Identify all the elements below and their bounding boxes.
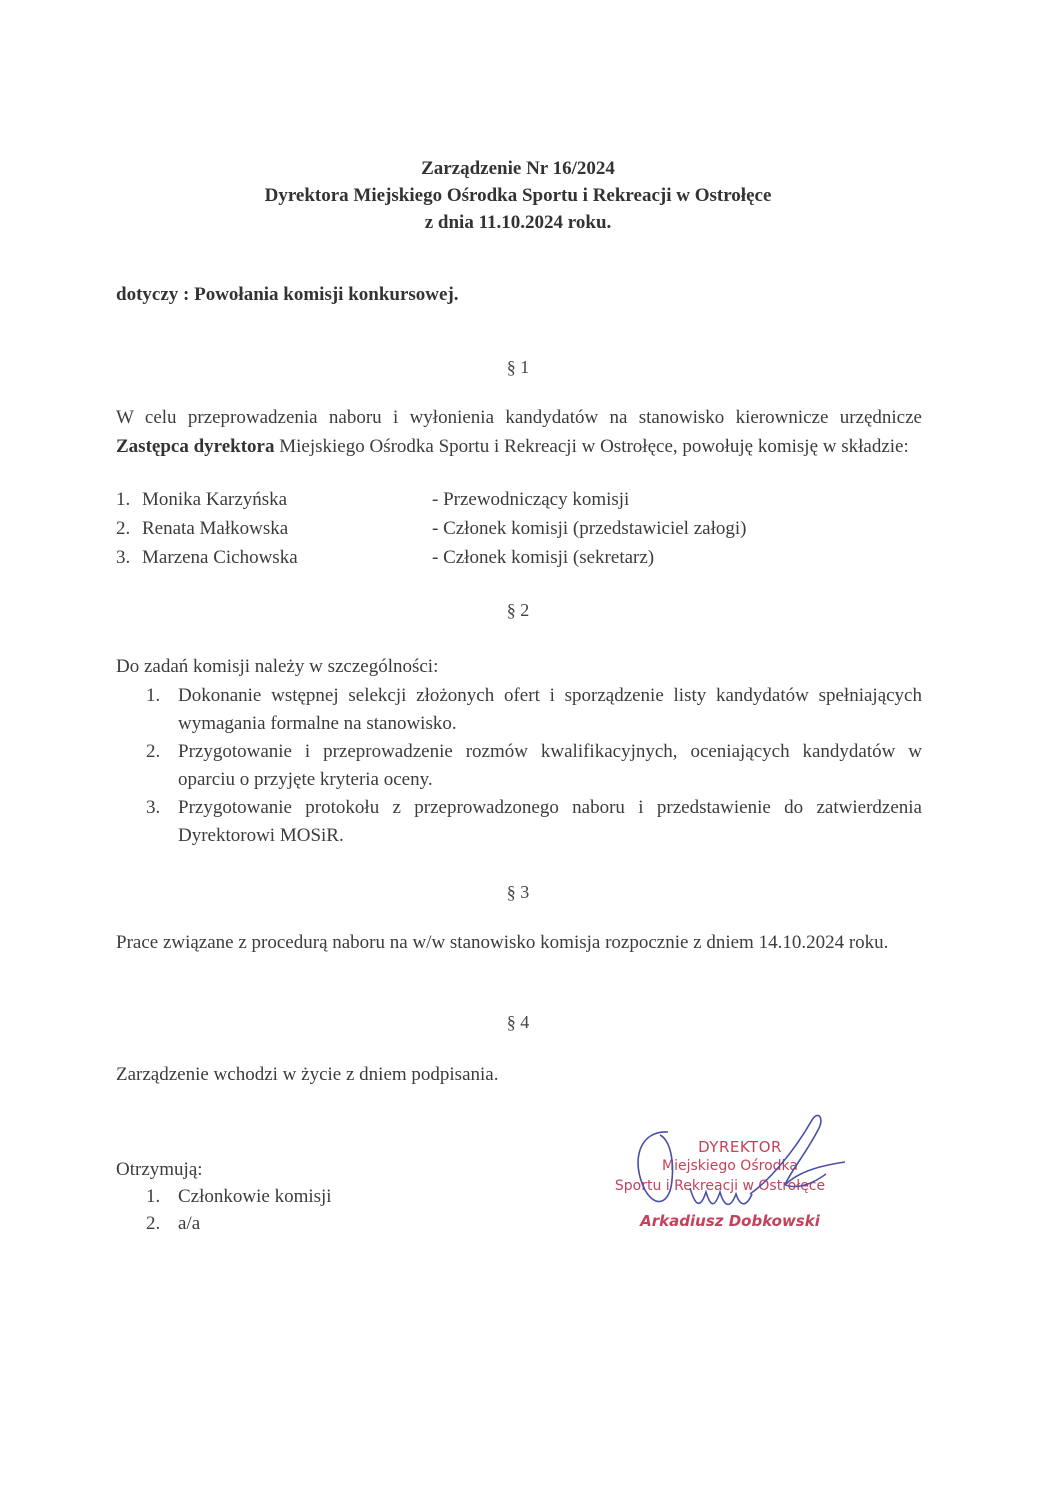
section-3-heading: § 3	[506, 882, 530, 902]
committee-tasks-list	[116, 682, 922, 850]
recipient-item	[116, 1183, 332, 1210]
member-number: 2.	[116, 518, 131, 539]
header-title: Zarządzenie Nr 16/2024	[421, 158, 615, 179]
section-1-position-name: Zastępca dyrektora	[116, 436, 275, 457]
section-1-intro-end: Miejskiego Ośrodka Sportu i Rekreacji w Ostrołęce, powołuję komisję w składzie:	[274, 436, 909, 457]
section-4-text: Zarządzenie wchodzi w życie z dniem podpisania.	[116, 1064, 499, 1085]
section-2-intro: Do zadań komisji należy w szczególności:	[116, 656, 439, 677]
header-issuer: Dyrektora Miejskiego Ośrodka Sportu i Rekreacji w Ostrołęce	[264, 185, 772, 206]
subject-line: dotyczy : Powołania komisji konkursowej.	[116, 284, 459, 305]
recipients-label: Otrzymują:	[116, 1159, 203, 1180]
member-number: 3.	[116, 547, 131, 568]
member-row	[116, 489, 836, 518]
recipient-text: a/a	[178, 1213, 201, 1234]
task-item	[116, 794, 922, 850]
task-number: 1.	[146, 685, 161, 706]
handwritten-signature-icon	[600, 1110, 860, 1250]
member-role: - Członek komisji (sekretarz)	[432, 547, 655, 568]
recipient-item	[116, 1210, 332, 1237]
director-stamp	[600, 1110, 860, 1250]
member-name: Renata Małkowska	[142, 518, 289, 539]
task-item	[116, 682, 922, 738]
task-item	[116, 738, 922, 794]
recipient-text: Członkowie komisji	[178, 1186, 332, 1207]
stamp-institution: Miejskiego Ośrodka	[662, 1158, 798, 1174]
task-number: 2.	[146, 741, 161, 762]
member-row	[116, 518, 836, 547]
stamp-title: DYREKTOR	[698, 1138, 782, 1156]
section-1-intro	[116, 403, 922, 461]
section-4-heading: § 4	[506, 1012, 530, 1032]
section-1-heading: § 1	[506, 357, 530, 377]
task-text: Przygotowanie i przeprowadzenie rozmów kwalifikacyjnych, oceniających kandydatów w oparciu o przyjęte kryteria oceny.	[178, 741, 922, 790]
task-text: Przygotowanie protokołu z przeprowadzonego naboru i przedstawienie do zatwierdzenia Dyrektorowi MOSiR.	[178, 797, 922, 846]
member-number: 1.	[116, 489, 131, 510]
header-date: z dnia 11.10.2024 roku.	[424, 212, 612, 233]
section-2-heading: § 2	[506, 600, 530, 620]
task-number: 3.	[146, 797, 161, 818]
stamp-institution-2: Sportu i Rekreacji w Ostrołęce	[614, 1178, 826, 1194]
document-header	[0, 155, 1036, 236]
recipient-number: 1.	[146, 1186, 161, 1207]
member-role: - Członek komisji (przedstawiciel załogi)	[432, 518, 747, 539]
recipients-block	[116, 1156, 332, 1237]
member-name: Marzena Cichowska	[142, 547, 298, 568]
committee-members-list	[116, 489, 836, 576]
section-3-text: Prace związane z procedurą naboru na w/w stanowisko komisja rozpocznie z dniem 14.10.2024 roku.	[116, 932, 889, 953]
member-row	[116, 547, 836, 576]
stamp-director-name: Arkadiusz Dobkowski	[640, 1212, 820, 1230]
recipient-number: 2.	[146, 1213, 161, 1234]
task-text: Dokonanie wstępnej selekcji złożonych ofert i sporządzenie listy kandydatów spełniających wymagania formalne na stanowisko.	[178, 685, 922, 734]
member-name: Monika Karzyńska	[142, 489, 288, 510]
member-role: - Przewodniczący komisji	[432, 489, 630, 510]
section-1-intro-start: W celu przeprowadzenia naboru i wyłonienia kandydatów na stanowisko kierownicze urzędnicze	[116, 407, 922, 428]
